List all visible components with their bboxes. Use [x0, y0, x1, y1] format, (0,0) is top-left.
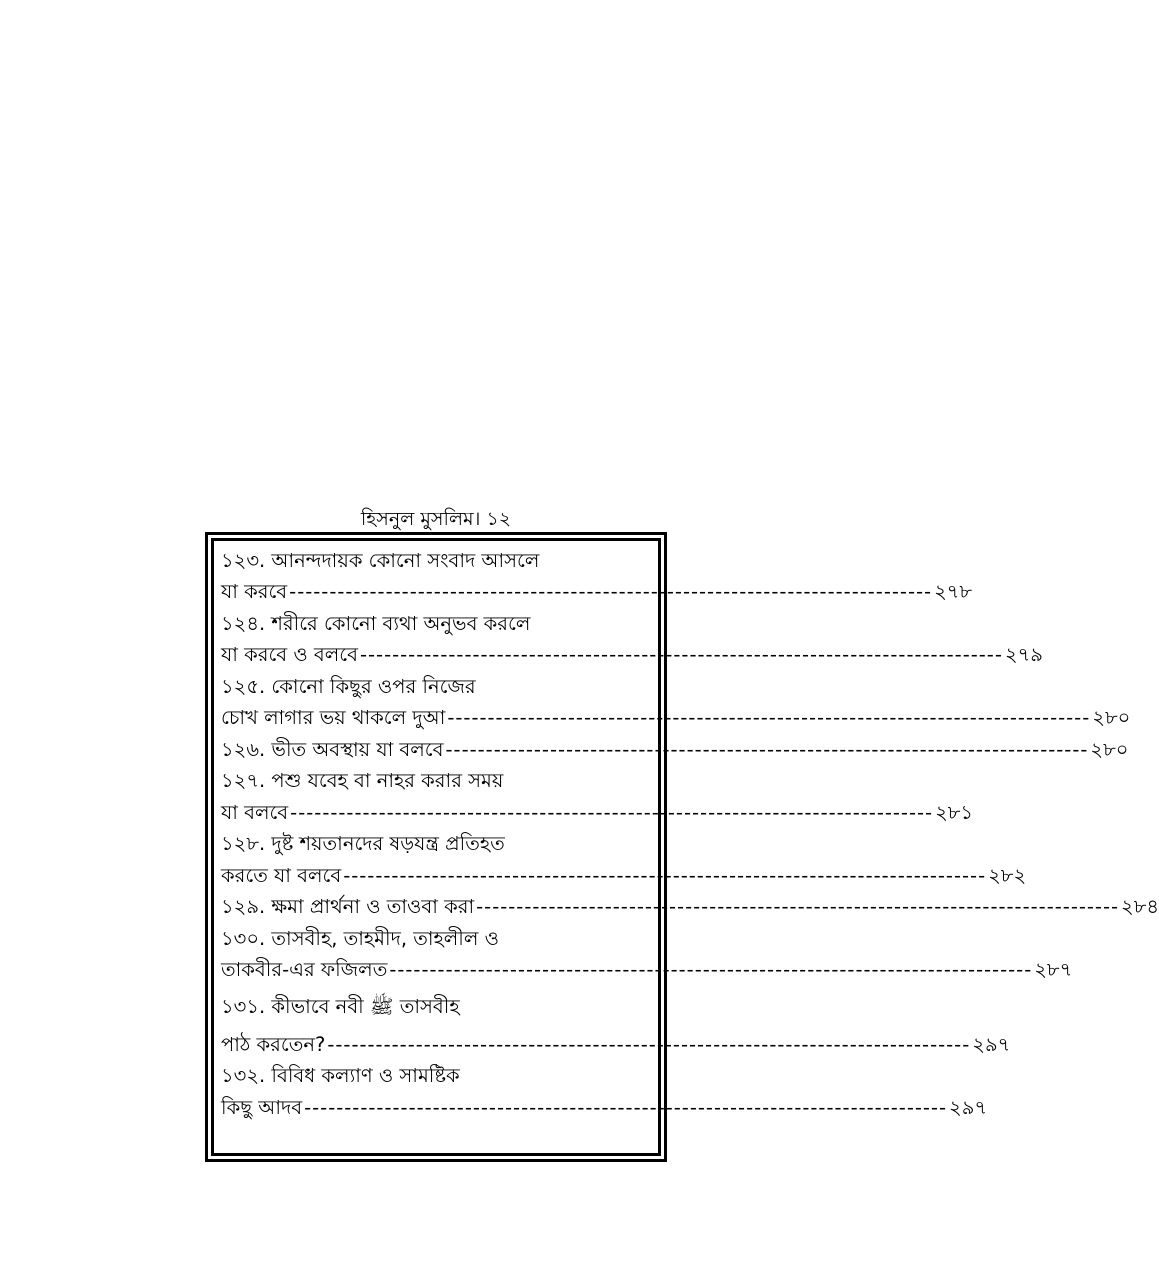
toc-entry-text: চোখ লাগার ভয় থাকলে দুআ [221, 706, 446, 729]
dot-leader: -------------------------------------------------------------------------------- [445, 738, 1089, 761]
dot-leader: -------------------------------------------------------------------------------- [447, 706, 1091, 729]
dot-leader: -------------------------------------------------------------------------------- [289, 580, 933, 603]
toc-entry-line [221, 1092, 988, 1123]
toc-entry-title: ১৩২. বিবিধ কল্যাণ ও সামষ্টিক [221, 1064, 460, 1087]
toc-page-number: ২৭৯ [1004, 643, 1043, 666]
toc-entry-text: ১২৬. ভীত অবস্থায় যা বলবে [221, 738, 444, 761]
toc-page-number: ২৮১ [935, 801, 974, 824]
toc-entry-title: ১২৩. আনন্দদায়ক কোনো সংবাদ আসলে [221, 549, 540, 572]
toc-page-number: ২৮৭ [1034, 958, 1073, 981]
toc-entry-title: ১৩১. কীভাবে নবী ﷺ তাসবীহ [221, 995, 460, 1018]
toc-page-number: ২৮৪ [1121, 895, 1159, 918]
toc-entry-line [221, 576, 973, 607]
toc-entry-text: তাকবীর-এর ফজিলত [221, 958, 388, 981]
toc-entry-title: ১২৪. শরীরে কোনো ব্যথা অনুভব করলে [221, 612, 531, 635]
dot-leader: -------------------------------------------------------------------------------- [476, 895, 1120, 918]
toc-page-number: ২৯৭ [949, 1096, 988, 1119]
toc-page-number: ২৮০ [1090, 738, 1129, 761]
toc-page-number: ২৭৮ [934, 580, 973, 603]
dot-leader: -------------------------------------------------------------------------------- [359, 643, 1003, 666]
toc-entry-title: ১২৭. পশু যবেহ বা নাহর করার সময় [221, 769, 504, 792]
toc-entry-title: ১২৫. কোনো কিছুর ওপর নিজের [221, 675, 476, 698]
toc-entry-text: যা করবে ও বলবে [221, 643, 358, 666]
toc-page-number: ২৮০ [1092, 706, 1131, 729]
toc-entry-text: যা করবে [221, 580, 288, 603]
toc-entry-line [221, 860, 1027, 891]
toc-entry-line [221, 639, 1043, 670]
dot-leader: -------------------------------------------------------------------------------- [343, 864, 987, 887]
toc-entry-text: যা বলবে [221, 801, 289, 824]
toc-page-number: ২৮২ [988, 864, 1027, 887]
toc-entry-line [221, 954, 1073, 985]
toc-entry-text: পাঠ করতেন? [221, 1033, 326, 1056]
toc-entry-title: ১২৮. দুষ্ট শয়তানদের ষড়যন্ত্র প্রতিহত [221, 832, 505, 855]
toc-entry-text: কিছু আদব [221, 1096, 303, 1119]
toc-entry-line [221, 734, 1129, 765]
toc-page-number: ২৯৭ [972, 1033, 1011, 1056]
toc-entry-line [221, 702, 1131, 733]
running-header: হিসনুল মুসলিম। ১২ [360, 508, 512, 530]
toc-entry-line [221, 891, 1159, 922]
toc-entry-line [221, 797, 974, 828]
dot-leader: -------------------------------------------------------------------------------- [389, 958, 1033, 981]
dot-leader: -------------------------------------------------------------------------------- [304, 1096, 948, 1119]
dot-leader: -------------------------------------------------------------------------------- [290, 801, 934, 824]
toc-entry-text: ১২৯. ক্ষমা প্রার্থনা ও তাওবা করা [221, 895, 475, 918]
toc-entry-title: ১৩০. তাসবীহ, তাহমীদ, তাহলীল ও [221, 927, 499, 950]
toc-entry-text: করতে যা বলবে [221, 864, 342, 887]
dot-leader: -------------------------------------------------------------------------------- [327, 1033, 971, 1056]
toc-entry-line [221, 1029, 1011, 1060]
